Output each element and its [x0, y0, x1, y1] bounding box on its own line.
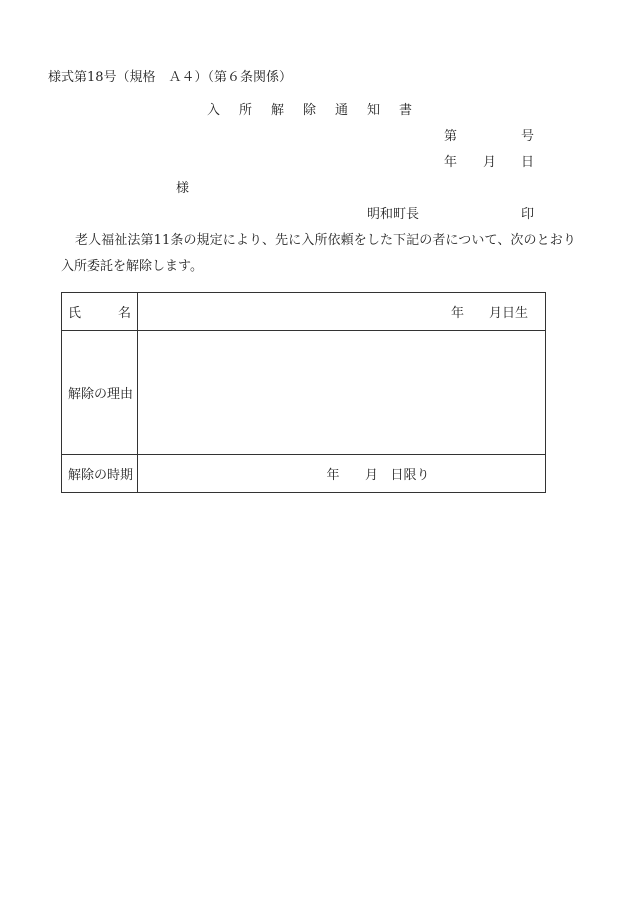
body-text-line-2: 入所委託を解除します。 [61, 259, 203, 274]
period-label: 解除の時期 [62, 455, 138, 493]
reason-label: 解除の理由 [62, 331, 138, 455]
title-char: 書 [399, 103, 413, 118]
title-char: 入 [207, 103, 221, 118]
sender-name: 明和町長 [367, 207, 420, 222]
recipient-honorific: 様 [176, 181, 190, 196]
title-char: 所 [239, 103, 253, 118]
name-label-cell [62, 293, 138, 331]
table-row [62, 293, 546, 331]
document-number [444, 129, 534, 145]
number-prefix: 第 [444, 129, 458, 144]
form-code: 様式第18号（規格 Ａ４）（第６条関係） [48, 70, 293, 85]
document-date [444, 155, 534, 171]
table-row [62, 331, 546, 455]
name-value-cell[interactable] [138, 293, 546, 331]
document-title [207, 103, 419, 119]
date-day: 日 [521, 155, 535, 170]
period-day: 日限り [390, 468, 430, 483]
name-label-b: 名 [117, 306, 131, 321]
name-label-a: 氏 [68, 306, 82, 321]
title-char: 通 [335, 103, 349, 118]
period-value-cell[interactable] [138, 455, 546, 493]
period-month: 月 [364, 468, 378, 483]
date-year: 年 [444, 155, 458, 170]
body-text-line-1: 老人福祉法第11条の規定により、先に入所依頼をした下記の者について、次のとおり [75, 233, 576, 248]
period-year: 年 [326, 468, 340, 483]
birth-year: 年 [450, 306, 464, 321]
number-suffix: 号 [521, 129, 535, 144]
birth-month: 月 [488, 306, 502, 321]
table-row [62, 455, 546, 493]
date-month: 月 [483, 155, 497, 170]
title-char: 除 [303, 103, 317, 118]
title-char: 解 [271, 103, 285, 118]
reason-value-cell[interactable] [138, 331, 546, 455]
seal-mark: 印 [521, 207, 535, 222]
title-char: 知 [367, 103, 381, 118]
sender [367, 207, 534, 223]
birth-day: 日生 [501, 306, 528, 321]
details-table [61, 292, 546, 493]
